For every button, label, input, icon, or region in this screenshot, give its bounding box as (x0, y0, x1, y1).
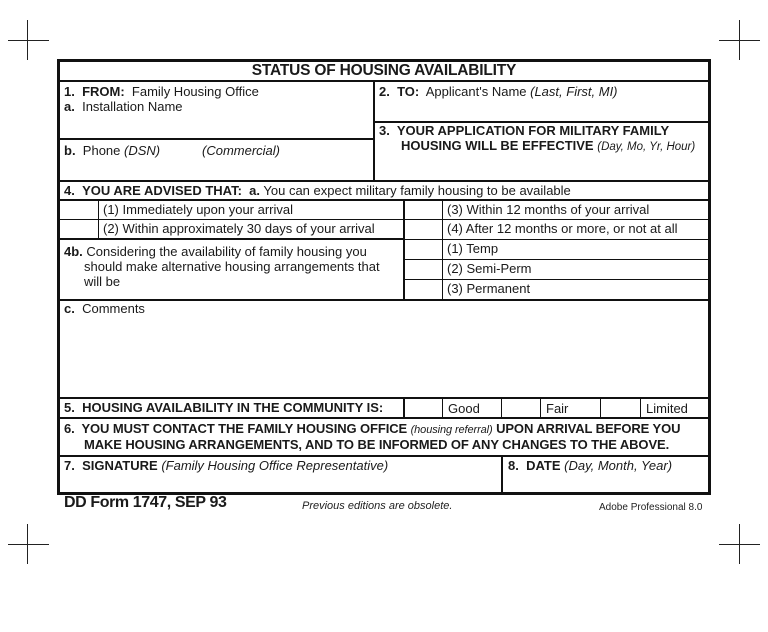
effective-date-field[interactable] (379, 156, 704, 178)
form-identifier: DD Form 1747, SEP 93 (64, 494, 227, 511)
availability-limited-checkbox[interactable] (602, 400, 639, 416)
option-4a1-label: (1) Immediately upon your arrival (103, 202, 294, 217)
comments-field[interactable] (64, 318, 704, 396)
phone-dsn-field[interactable] (64, 160, 194, 178)
phone-label: Phone (82, 143, 121, 158)
phone-section: b. Phone (DSN) (Commercial) (60, 140, 373, 182)
to-section: 2. TO: Applicant's Name (Last, First, MI) (375, 82, 708, 122)
applicant-name-field[interactable] (379, 100, 704, 120)
availability-fair-label: Fair (546, 401, 569, 416)
comments-label: c. Comments (64, 301, 145, 316)
option-4a3-checkbox[interactable] (406, 201, 441, 218)
dd-form-1747: STATUS OF HOUSING AVAILABILITY 1. FROM: Family Housing Office a. Installation Name b. Phone (DSN) (Commercial) 2. TO: Applicant's Name (Last, First, MI) 3. YOUR APPLICATION FOR MILITARY FAMILY HOUSING WILL BE EFFECTIVE (Day, Mo, Yr, Hour) 4. YOU ARE ADVISED THAT: a. You can expect military family housing to be available (1) Immediately upon your arrival (2) Within approximately 30 days of your arrival (3) Within 12 months of your arrival (4) After 12 months or more, or not at all 4b. Considering the availability of family housing you should make alternative housing arrangements that will be (1) Temp (2) Semi-Perm (3) Permanent c. Comments 5. HOUSING AVAILABILITY IN THE COMMUNITY IS: Good Fair Limited 6. YOU MUST CONTACT THE FAMILY HOUSING OFFICE (housing referral) UPON ARRIVAL BEFORE YOU MAKE HOUSING ARRANGEMENTS, AND TO BE INFORMED OF ANY CHANGES TO THE ABOVE. 7. SIGNATURE (Family Housing Office Representative) 8. DATE (Day, Month, Year) (57, 59, 711, 495)
contact-notice-line2: MAKE HOUSING ARRANGEMENTS, AND TO BE INFORMED OF ANY CHANGES TO THE ABOVE. (84, 437, 670, 452)
signature-label: 7. SIGNATURE (Family Housing Office Representative) (64, 458, 389, 473)
installation-name-field[interactable] (64, 115, 369, 137)
option-4a2-label: (2) Within approximately 30 days of your arrival (103, 221, 375, 236)
option-4a4-label: (4) After 12 months or more, or not at all (447, 221, 678, 236)
effective-date-section: 3. YOUR APPLICATION FOR MILITARY FAMILY HOUSING WILL BE EFFECTIVE (Day, Mo, Yr, Hour) (375, 123, 708, 182)
option-4b1-label: (1) Temp (447, 241, 499, 256)
installation-name-label: Installation Name (82, 99, 183, 114)
phone-commercial-field[interactable] (202, 160, 367, 178)
option-4a2-checkbox[interactable] (61, 221, 97, 238)
contact-notice-line1: 6. YOU MUST CONTACT THE FAMILY HOUSING OFFICE (housing referral) UPON ARRIVAL BEFORE YOU (64, 421, 681, 436)
effective-line2: HOUSING WILL BE EFFECTIVE (401, 138, 594, 153)
date-field[interactable] (508, 474, 704, 492)
software-version: Adobe Professional 8.0 (599, 502, 703, 513)
option-4b3-label: (3) Permanent (447, 281, 531, 296)
option-4a1-checkbox[interactable] (61, 201, 97, 218)
phone-dsn-label: (DSN) (124, 143, 161, 158)
option-4b2-checkbox[interactable] (406, 261, 441, 278)
phone-commercial-label: (Commercial) (202, 143, 280, 158)
from-section: 1. FROM: Family Housing Office a. Installation Name (60, 82, 373, 182)
availability-good-checkbox[interactable] (406, 400, 441, 416)
community-availability-label: 5. HOUSING AVAILABILITY IN THE COMMUNITY IS: (64, 400, 384, 415)
obsolete-note: Previous editions are obsolete. (302, 500, 453, 512)
effective-line1: YOUR APPLICATION FOR MILITARY FAMILY (396, 123, 670, 138)
from-value: Family Housing Office (131, 84, 259, 99)
option-4b3-checkbox[interactable] (406, 281, 441, 298)
availability-good-label: Good (448, 401, 480, 416)
from-label: FROM: (82, 84, 125, 99)
availability-fair-checkbox[interactable] (503, 400, 539, 416)
applicant-name-label: Applicant's Name (425, 84, 527, 99)
section-4b-text: 4b. Considering the availability of family housing you (64, 244, 367, 259)
effective-hint: (Day, Mo, Yr, Hour) (597, 141, 696, 153)
option-4b2-label: (2) Semi-Perm (447, 261, 532, 276)
option-4a4-checkbox[interactable] (406, 221, 441, 238)
signature-field[interactable] (64, 474, 494, 492)
date-label: 8. DATE (Day, Month, Year) (508, 458, 673, 473)
advised-header: 4. YOU ARE ADVISED THAT: a. You can expect military family housing to be available (64, 183, 571, 198)
option-4a3-label: (3) Within 12 months of your arrival (447, 202, 650, 217)
option-4b1-checkbox[interactable] (406, 241, 441, 258)
form-title: STATUS OF HOUSING AVAILABILITY (251, 62, 517, 79)
availability-limited-label: Limited (646, 401, 688, 416)
to-label: TO: (397, 84, 420, 99)
applicant-name-hint: (Last, First, MI) (530, 84, 618, 99)
